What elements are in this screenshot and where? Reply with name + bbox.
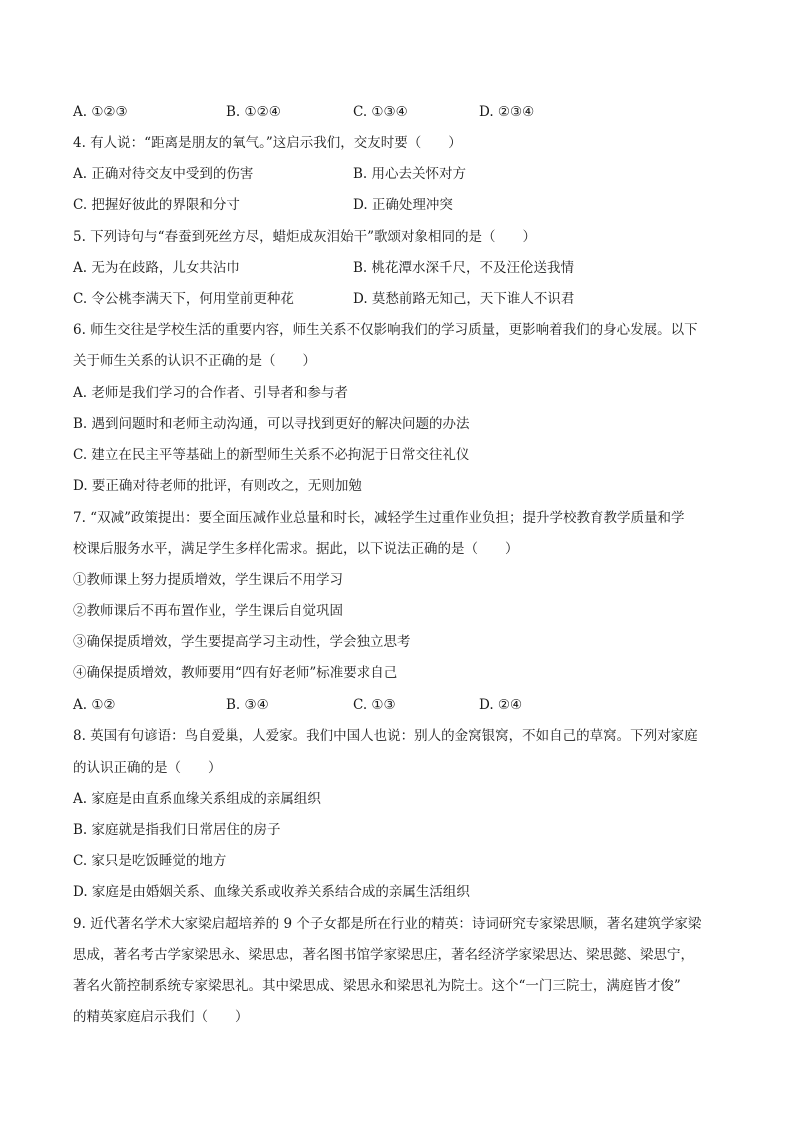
- q9-stem-line-3: 著名火箭控制系统专家梁思礼。其中梁思成、梁思永和梁思礼为院士。这个“一门三院士，满庭皆才俊”: [73, 978, 681, 994]
- q5-option-d: D. 莫愁前路无知己，天下谁人不识君: [353, 291, 575, 307]
- q4-options-row-1: [73, 163, 733, 185]
- q7-option-a: A. ①②: [73, 697, 116, 713]
- q7-option-d: D. ②④: [479, 697, 523, 713]
- q3-option-b: B. ①②④: [226, 104, 281, 120]
- q6-stem-line-2: 关于师生关系的认识不正确的是（ ）: [73, 353, 316, 369]
- q8-option-c: C. 家只是吃饭睡觉的地方: [73, 853, 227, 869]
- q8-option-b: B. 家庭就是指我们日常居住的房子: [73, 822, 281, 838]
- q4-option-c: C. 把握好彼此的界限和分寸: [73, 197, 240, 213]
- q7-options-row: [73, 694, 733, 716]
- q3-option-a: A. ①②③: [73, 104, 128, 120]
- q5-stem: 5. 下列诗句与“春蚕到死丝方尽，蜡炬成灰泪始干”歌颂对象相同的是（ ）: [73, 229, 536, 245]
- q7-statement-4: ④确保提质增效，教师要用“四有好老师”标准要求自己: [73, 665, 398, 681]
- q9-stem-line-1: 9. 近代著名学术大家梁启超培养的 9 个子女都是所在行业的精英：诗词研究专家梁思顺，著名建筑学家梁: [73, 916, 702, 932]
- q5-option-b: B. 桃花潭水深千尺，不及汪伦送我情: [353, 260, 575, 276]
- q7-statement-2: ②教师课后不再布置作业，学生课后自觉巩固: [73, 603, 343, 619]
- q5-options-row-2: [73, 288, 733, 310]
- q4-options-row-2: [73, 194, 733, 216]
- q4-option-d: D. 正确处理冲突: [353, 197, 453, 213]
- q7-statement-3: ③确保提质增效，学生要提高学习主动性，学会独立思考: [73, 634, 411, 650]
- q8-option-d: D. 家庭是由婚姻关系、血缘关系或收养关系结合成的亲属生活组织: [73, 884, 470, 900]
- q5-option-c: C. 令公桃李满天下，何用堂前更种花: [73, 291, 294, 307]
- q4-stem: 4. 有人说：“距离是朋友的氧气。”这启示我们，交友时要（ ）: [73, 135, 462, 151]
- q7-stem-line-1: 7. “双减”政策提出：要全面压减作业总量和时长，减轻学生过重作业负担；提升学校教育教学质量和学: [73, 510, 685, 526]
- q6-option-a: A. 老师是我们学习的合作者、引导者和参与者: [73, 385, 348, 401]
- q6-option-b: B. 遇到问题时和老师主动沟通，可以寻找到更好的解决问题的办法: [73, 416, 470, 432]
- q4-option-a: A. 正确对待交友中受到的伤害: [73, 166, 254, 182]
- q8-option-a: A. 家庭是由直系血缘关系组成的亲属组织: [73, 791, 321, 807]
- q5-option-a: A. 无为在歧路，儿女共沾巾: [73, 260, 240, 276]
- q6-option-d: D. 要正确对待老师的批评，有则改之，无则加勉: [73, 478, 362, 494]
- q6-stem-line-1: 6. 师生交往是学校生活的重要内容，师生关系不仅影响我们的学习质量，更影响着我们的身心发展。以下: [73, 322, 698, 338]
- q8-stem-line-2: 的认识正确的是（ ）: [73, 760, 222, 776]
- q7-stem-line-2: 校课后服务水平，满足学生多样化需求。据此，以下说法正确的是（ ）: [73, 541, 519, 557]
- q6-option-c: C. 建立在民主平等基础上的新型师生关系不必拘泥于日常交往礼仪: [73, 447, 470, 463]
- q7-statement-1: ①教师课上努力提质增效，学生课后不用学习: [73, 572, 343, 588]
- q9-stem-line-2: 思成，著名考古学家梁思永、梁思忠，著名图书馆学家梁思庄，著名经济学家梁思达、梁思懿、梁思宁，: [73, 947, 694, 963]
- q9-stem-line-4: 的精英家庭启示我们（ ）: [73, 1009, 249, 1025]
- q5-options-row-1: [73, 257, 733, 279]
- q7-option-c: C. ①③: [353, 697, 396, 713]
- q8-stem-line-1: 8. 英国有句谚语：鸟自爱巢，人爱家。我们中国人也说：别人的金窝银窝，不如自己的草窝。下列对家庭: [73, 728, 698, 744]
- q7-option-b: B. ③④: [226, 697, 269, 713]
- q3-options-row: [73, 101, 733, 123]
- q3-option-c: C. ①③④: [353, 104, 408, 120]
- q4-option-b: B. 用心去关怀对方: [353, 166, 467, 182]
- q3-option-d: D. ②③④: [479, 104, 535, 120]
